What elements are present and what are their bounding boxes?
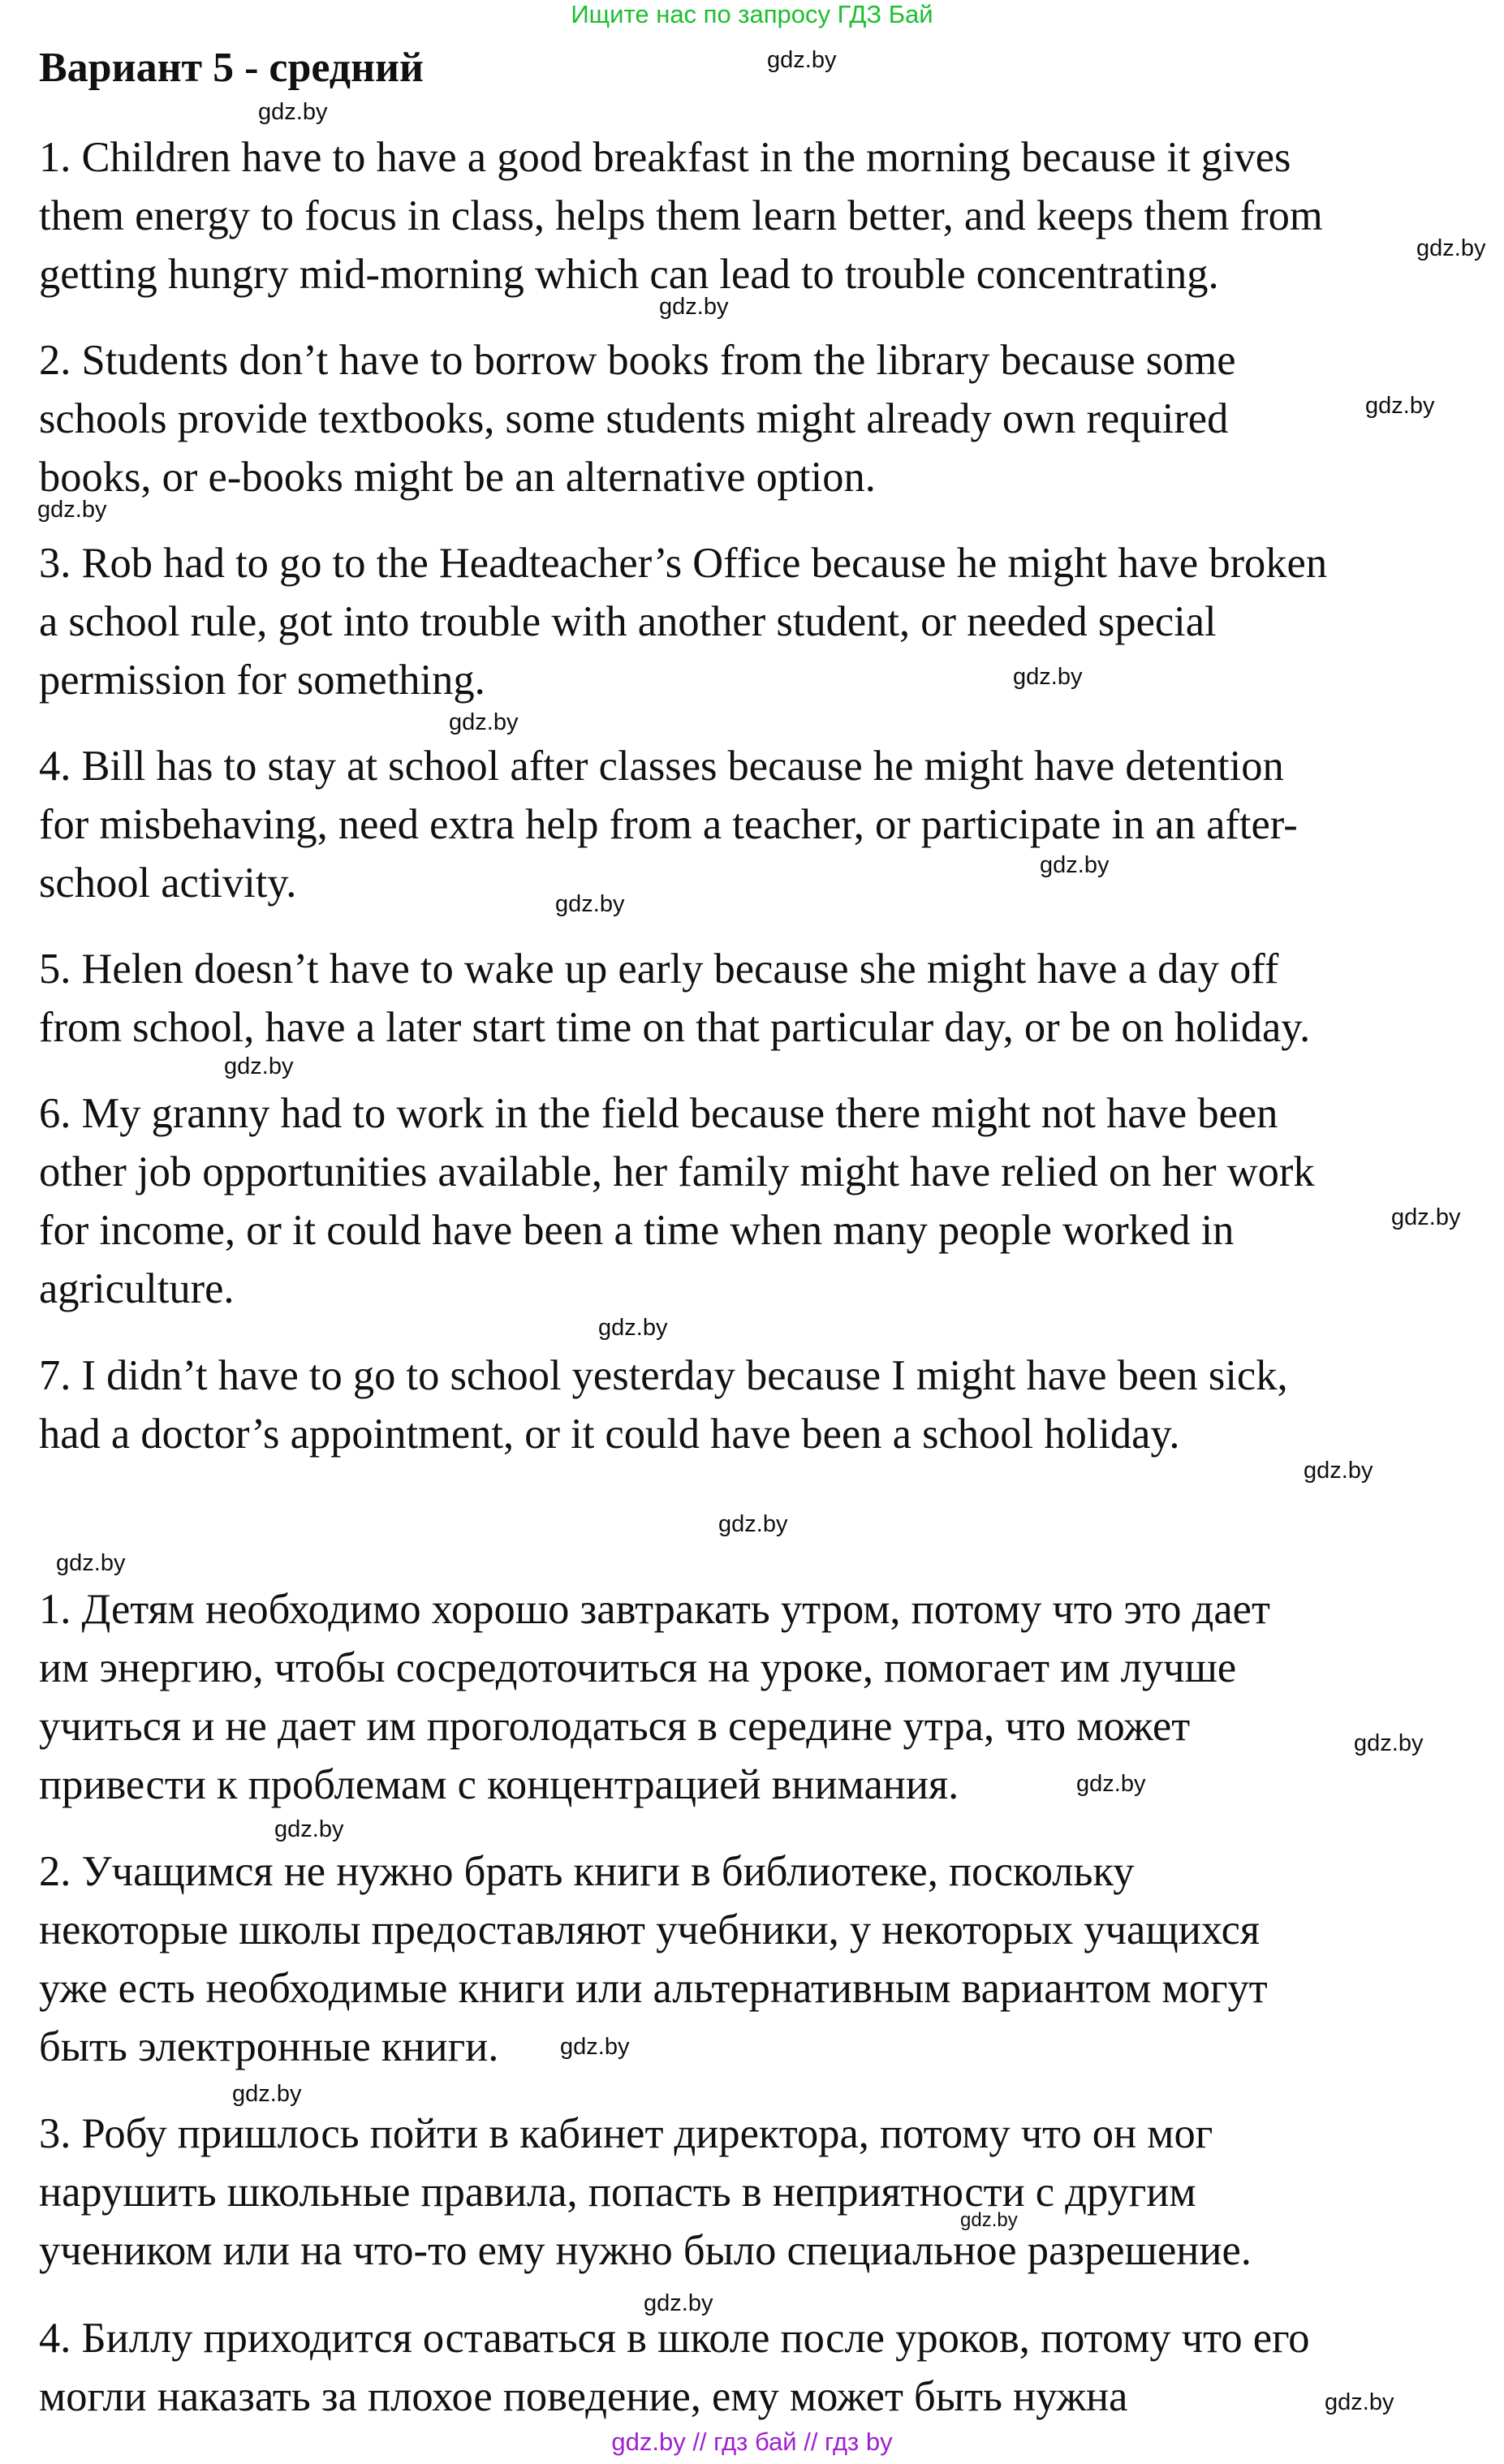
watermark: gdz.by [1304,1458,1373,1484]
answer-line: a school rule, got into trouble with another student, or needed special [39,598,1217,645]
answer-line: 3. Робу пришлось пойти в кабинет директора, потому что он мог [39,2110,1213,2157]
watermark: gdz.by [258,99,328,125]
answer-line: 7. I didn’t have to go to school yesterday because I might have been sick, [39,1352,1288,1399]
english-answer-3 [39,534,1484,709]
watermark: gdz.by [56,1550,126,1576]
answer-line: 1. Children have to have a good breakfast in the morning because it gives [39,134,1291,181]
english-answer-1 [39,128,1484,304]
watermark: gdz.by [1076,1771,1146,1797]
watermark: gdz.by [555,891,625,917]
answer-line: for misbehaving, need extra help from a teacher, or participate in an after- [39,801,1298,848]
watermark: gdz.by [37,497,107,523]
watermark: gdz.by [644,2290,713,2316]
answer-line: учиться и не дает им проголодаться в середине утра, что может [39,1703,1191,1750]
watermark: gdz.by [1013,664,1083,690]
watermark: gdz.by [1365,393,1435,419]
answer-line: school activity. [39,859,297,907]
english-answer-4 [39,737,1484,912]
russian-answer-2 [39,1842,1484,2076]
answer-line: had a doctor’s appointment, or it could have been a school holiday. [39,1411,1180,1458]
watermark: gdz.by [718,1511,788,1537]
watermark: gdz.by [960,2209,1018,2231]
page-title: Вариант 5 - средний [39,45,424,91]
answer-line: учеником или на что-то ему нужно было специальное разрешение. [39,2227,1252,2274]
russian-answer-1 [39,1580,1484,1814]
answer-line: могли наказать за плохое поведение, ему может быть нужна [39,2373,1128,2420]
watermark: gdz.by [659,294,729,320]
answer-line: привести к проблемам с концентрацией внимания. [39,1761,959,1808]
answer-line: schools provide textbooks, some students might already own required [39,395,1229,442]
footer-links: gdz.by // гдз бай // гдз by [611,2427,893,2456]
answer-line: for income, or it could have been a time when many people worked in [39,1207,1235,1254]
english-answer-7 [39,1346,1484,1463]
watermark: gdz.by [767,47,837,73]
answer-line: them energy to focus in class, helps them learn better, and keeps them from [39,192,1323,239]
answer-line: 2. Учащимся не нужно брать книги в библиотеке, поскольку [39,1848,1135,1895]
watermark: gdz.by [232,2081,302,2107]
answer-line: 4. Биллу приходится оставаться в школе после уроков, потому что его [39,2315,1310,2362]
english-answer-5 [39,940,1484,1057]
answer-line: быть электронные книги. [39,2023,499,2070]
answer-line: 5. Helen doesn’t have to wake up early because she might have a day off [39,946,1279,993]
answer-line: им энергию, чтобы сосредоточиться на уроке, помогает им лучше [39,1644,1237,1691]
answer-line: from school, have a later start time on that particular day, or be on holiday. [39,1004,1311,1051]
answer-line: other job opportunities available, her family might have relied on her work [39,1148,1315,1195]
answer-line: нарушить школьные правила, попасть в неприятности с другим [39,2169,1196,2216]
english-answer-2 [39,331,1484,506]
answer-line: books, or e-books might be an alternative option. [39,454,876,501]
answer-line: 4. Bill has to stay at school after classes because he might have detention [39,743,1284,790]
watermark: gdz.by [560,2034,630,2060]
answer-line: 3. Rob had to go to the Headteacher’s Office because he might have broken [39,540,1328,587]
russian-answer-4 [39,2309,1484,2426]
watermark: gdz.by [598,1315,668,1341]
watermark: gdz.by [1354,1730,1424,1756]
watermark: gdz.by [1325,2389,1394,2415]
answer-line: уже есть необходимые книги или альтернативным вариантом могут [39,1965,1268,2012]
answer-line: getting hungry mid-morning which can lead to trouble concentrating. [39,251,1219,298]
watermark: gdz.by [1416,235,1486,261]
answer-line: 2. Students don’t have to borrow books from the library because some [39,337,1236,384]
watermark: gdz.by [1040,852,1110,878]
watermark: gdz.by [224,1053,294,1079]
english-answer-6 [39,1084,1484,1318]
watermark: gdz.by [449,709,519,735]
answer-line: некоторые школы предоставляют учебники, у некоторых учащихся [39,1906,1261,1954]
answer-line: permission for something. [39,657,485,704]
russian-answer-3 [39,2104,1484,2280]
answer-line: 1. Детям необходимо хорошо завтракать утром, потому что это дает [39,1586,1270,1633]
answer-line: 6. My granny had to work in the field because there might not have been [39,1090,1278,1137]
top-banner: Ищите нас по запросу ГДЗ Бай [571,0,933,28]
watermark: gdz.by [274,1816,344,1842]
watermark: gdz.by [1391,1204,1461,1230]
answer-line: agriculture. [39,1265,235,1312]
